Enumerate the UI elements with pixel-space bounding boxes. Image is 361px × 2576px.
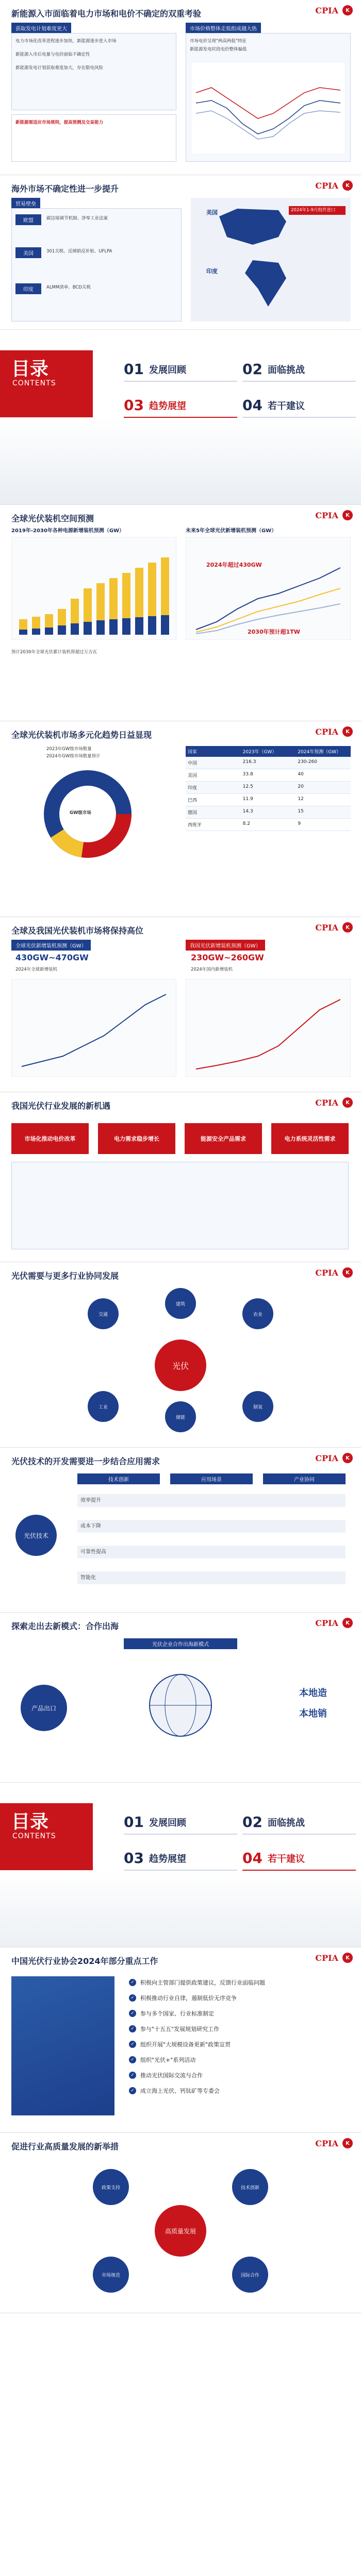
check-icon: ✓ — [129, 2010, 136, 2017]
list-item — [129, 1994, 351, 2002]
node-3: 农业 — [242, 1298, 273, 1329]
left-big: 430GW~470GW — [15, 953, 89, 962]
work-list — [129, 1978, 351, 2102]
node-6: 制氢 — [242, 1391, 273, 1422]
left-text-3: 新能源发电计划获取难度加大，存在限电风险 — [15, 65, 104, 71]
slide-9 — [0, 1613, 361, 1783]
right-note: 2024年国内新增装机 — [191, 967, 233, 972]
right-label-1: 本地造 — [299, 1688, 327, 1699]
list-item — [129, 2071, 351, 2079]
toc-item-3[interactable]: 03 趋势展望 — [124, 397, 186, 414]
price-chart — [191, 62, 346, 155]
left-chart — [11, 979, 176, 1077]
item-us: 301关税、反倾销反补贴、UFLPA — [46, 249, 112, 254]
toc-item-2[interactable]: 02 面临挑战 — [242, 1814, 305, 1831]
logo: CPIA K — [315, 5, 353, 15]
content-area — [11, 1162, 349, 1249]
item-india: ALMM清单、BCD关税 — [46, 285, 91, 290]
slide-8 — [0, 1448, 361, 1613]
trade-box — [11, 208, 182, 321]
check-icon: ✓ — [129, 2025, 136, 2032]
footnote: 预计2030年全球光伏累计装机将超过万吉瓦 — [11, 650, 97, 655]
right-header: 我国光伏新增装机预测（GW） — [186, 940, 265, 951]
right-line-chart — [186, 537, 351, 640]
table-cell: 12.5 — [242, 784, 253, 789]
left-text-2: 新能源入市后电量与电价面临不确定性 — [15, 52, 90, 57]
check-icon: ✓ — [129, 1994, 136, 2002]
slide-2 — [0, 175, 361, 330]
map-label-india: 印度 — [206, 268, 218, 275]
list-item — [129, 2025, 351, 2033]
photo-placeholder — [11, 1976, 114, 2115]
table-row — [186, 806, 351, 819]
table-row — [186, 782, 351, 794]
slide-6 — [0, 1092, 361, 1262]
row-4: 智能化 — [77, 1571, 346, 1584]
page-title: 海外市场不确定性进一步提升 — [11, 184, 119, 194]
sub-2: 2024年GW级市场数量预计 — [46, 754, 101, 759]
th-country: 国家 — [188, 750, 198, 755]
table-cell: 印度 — [188, 786, 198, 791]
list-item-label: 积极推动行业自律，遏制低价无序竞争 — [140, 1995, 237, 2002]
annotation-2030: 2030年预计超1TW — [248, 629, 300, 635]
node-4: 国际合作 — [232, 2257, 268, 2293]
table-row — [186, 819, 351, 831]
list-item-label: 积极向主管部门提供政策建议，反馈行业面临问题 — [140, 1979, 265, 1986]
node-3: 市场规范 — [93, 2257, 129, 2293]
node-4: 工业 — [88, 1391, 119, 1422]
page-title: 促进行业高质量发展的新举措 — [11, 2142, 119, 2151]
list-item — [129, 2087, 351, 2095]
list-item-label: 推动光伏国际交流与合作 — [140, 2072, 203, 2079]
center-node: 高质量发展 — [155, 2205, 206, 2257]
list-item-label: 组织开展"大规模设备更新"政策宣贯 — [140, 2041, 231, 2048]
page-title: 我国光伏行业发展的新机遇 — [11, 1101, 111, 1111]
table-cell: 8.2 — [242, 821, 250, 826]
right-text-1: 市场电价呈现"两高两低"特征 — [190, 39, 247, 44]
label-india: 印度 — [15, 283, 41, 294]
item-eu: 碳边境调节机制、净零工业法案 — [46, 216, 108, 221]
node-5: 储能 — [165, 1401, 196, 1432]
table-cell: 33.8 — [242, 772, 253, 777]
logo: CPIA K — [315, 510, 353, 520]
col-3: 产业协同 — [263, 1473, 346, 1484]
logo: CPIA K — [315, 180, 353, 191]
tile-4: 电力系统灵活性需求 — [271, 1123, 349, 1154]
row-3: 可靠性提高 — [77, 1546, 346, 1558]
right-header: 市场价格整体走低组成越大热 — [186, 23, 261, 33]
node-2: 建筑 — [165, 1288, 196, 1319]
data-table — [186, 746, 351, 831]
donut-label: GW级市场 — [70, 810, 91, 816]
toc-item-4[interactable]: 04 若干建议 — [242, 1850, 305, 1867]
logo: CPIA K — [315, 726, 353, 737]
india-map-icon — [242, 258, 289, 309]
check-icon: ✓ — [129, 2041, 136, 2048]
list-item — [129, 2056, 351, 2064]
toc-item-1[interactable]: 01 发展回顾 — [124, 1814, 186, 1831]
left-bar-chart — [11, 537, 176, 640]
tile-3: 能源安全产品需求 — [185, 1123, 262, 1154]
list-item — [129, 2040, 351, 2048]
check-icon: ✓ — [129, 1979, 136, 1986]
slide-4 — [0, 721, 361, 917]
label-eu: 欧盟 — [15, 214, 41, 225]
toc-1 — [0, 330, 361, 505]
toc-item-2[interactable]: 02 面临挑战 — [242, 361, 305, 378]
toc-title: 目录 — [11, 359, 49, 380]
trade-header: 贸易壁垒 — [11, 198, 40, 209]
logo: CPIA K — [315, 1267, 353, 1278]
right-chart-title: 未来5年全球光伏新增装机预测（GW） — [186, 528, 277, 534]
map-label-us: 美国 — [206, 209, 218, 216]
logo: CPIA K — [315, 1097, 353, 1108]
table-cell: 9 — [298, 821, 301, 826]
toc-item-3[interactable]: 03 趋势展望 — [124, 1850, 186, 1867]
table-cell: 11.9 — [242, 796, 253, 802]
center-banner: 光伏企业合作出海新模式 — [124, 1638, 237, 1649]
logo: CPIA K — [315, 922, 353, 933]
list-item — [129, 1978, 351, 1987]
page-title: 全球光伏装机空间预测 — [11, 514, 94, 523]
list-item-label: 成立海上光伏、钙钛矿等专委会 — [140, 2088, 220, 2094]
slide-5 — [0, 917, 361, 1092]
node-1: 交通 — [88, 1298, 119, 1329]
list-item-label: 组织"光伏+"系列活动 — [140, 2057, 196, 2063]
logo: CPIA K — [315, 2138, 353, 2148]
page-title: 全球光伏装机市场多元化趋势日益显现 — [11, 730, 152, 740]
check-icon: ✓ — [129, 2072, 136, 2079]
slide-1 — [0, 0, 361, 175]
left-label: 光伏技术 — [15, 1515, 57, 1556]
th-2024: 2024年预测（GW） — [298, 750, 341, 755]
toc-title: 目录 — [11, 1811, 49, 1833]
table-row — [186, 794, 351, 806]
node-1: 政策支持 — [93, 2169, 129, 2205]
table-cell: 西班牙 — [188, 823, 202, 828]
annotation-2024: 2024年超过430GW — [206, 562, 262, 568]
row-1: 效率提升 — [77, 1494, 346, 1507]
table-cell: 美国 — [188, 773, 198, 778]
left-chart-title: 2019年-2030年各种电源新增装机预测（GW） — [11, 528, 125, 534]
slide-10 — [0, 1947, 361, 2133]
right-text-2: 新能源发电时段电价整体偏低 — [190, 47, 247, 52]
right-label-2: 本地销 — [299, 1708, 327, 1719]
check-icon: ✓ — [129, 2087, 136, 2094]
col-2: 应用场景 — [170, 1473, 253, 1484]
logo: CPIA K — [315, 1618, 353, 1628]
map-note: 2024年1-9月组件进口 — [289, 206, 346, 215]
table-cell: 15 — [298, 809, 304, 814]
right-big: 230GW~260GW — [191, 953, 264, 962]
node-2: 技术创新 — [232, 2169, 268, 2205]
table-cell: 德国 — [188, 810, 198, 816]
page-title: 中国光伏行业协会2024年部分重点工作 — [11, 1956, 158, 1966]
left-note: 2024年全球新增装机 — [15, 967, 58, 972]
table-row — [186, 757, 351, 769]
table-cell: 12 — [298, 796, 304, 802]
page-title: 探索走出去新模式：合作出海 — [11, 1621, 119, 1631]
toc-subtitle: CONTENTS — [12, 1832, 56, 1840]
list-item-label: 参与"十五五"发展规划研究工作 — [140, 2026, 220, 2032]
left-text-1: 电力市场化改革进程逐步加快，新能源逐步进入市场 — [15, 39, 117, 44]
tile-2: 电力需求稳步增长 — [98, 1123, 175, 1154]
table-cell: 中国 — [188, 761, 198, 766]
table-cell: 230-260 — [298, 759, 317, 765]
us-map-icon — [217, 206, 289, 247]
globe-icon — [144, 1669, 217, 1741]
logo: CPIA K — [315, 1453, 353, 1463]
table-cell: 20 — [298, 784, 304, 789]
list-item-label: 参与多个国家、行业标准制定 — [140, 2010, 214, 2017]
label-us: 美国 — [15, 247, 41, 258]
left-header: 全球光伏新增装机预测（GW） — [11, 940, 91, 951]
right-chart — [186, 979, 351, 1077]
table-cell: 14.3 — [242, 809, 253, 814]
sub-1: 2023年GW级市场数量 — [46, 747, 92, 752]
toc-item-4[interactable]: 04 若干建议 — [242, 397, 305, 414]
col-1: 技术创新 — [77, 1473, 160, 1484]
row-2: 成本下降 — [77, 1520, 346, 1533]
toc-subtitle: CONTENTS — [12, 379, 56, 387]
tile-1: 市场化推动电价改革 — [11, 1123, 89, 1154]
table-cell: 40 — [298, 772, 304, 777]
table-cell: 216.3 — [242, 759, 256, 765]
page-title: 光伏技术的开发需要进一步结合应用需求 — [11, 1456, 160, 1466]
toc-2 — [0, 1783, 361, 1947]
center-node: 光伏 — [155, 1340, 206, 1391]
slide-7 — [0, 1262, 361, 1448]
slide-3 — [0, 505, 361, 721]
check-icon: ✓ — [129, 2056, 136, 2063]
list-item — [129, 2009, 351, 2018]
page-title: 全球及我国光伏装机市场将保持高位 — [11, 926, 144, 936]
logo: CPIA K — [315, 1953, 353, 1963]
slide-11 — [0, 2133, 361, 2313]
th-2023: 2023年（GW） — [242, 750, 277, 755]
left-header: 获取发电计划难度更大 — [11, 23, 71, 33]
page-title: 新能源入市面临着电力市场和电价不确定的双重考验 — [11, 9, 202, 19]
left-node: 产品出口 — [21, 1685, 67, 1731]
toc-item-1[interactable]: 01 发展回顾 — [124, 361, 186, 378]
table-cell: 巴西 — [188, 798, 198, 803]
bottom-text: 新能源需适应市场规则，提高预测及交易能力 — [15, 120, 104, 125]
page-title: 光伏需要与更多行业协同发展 — [11, 1271, 119, 1281]
table-row — [186, 769, 351, 782]
